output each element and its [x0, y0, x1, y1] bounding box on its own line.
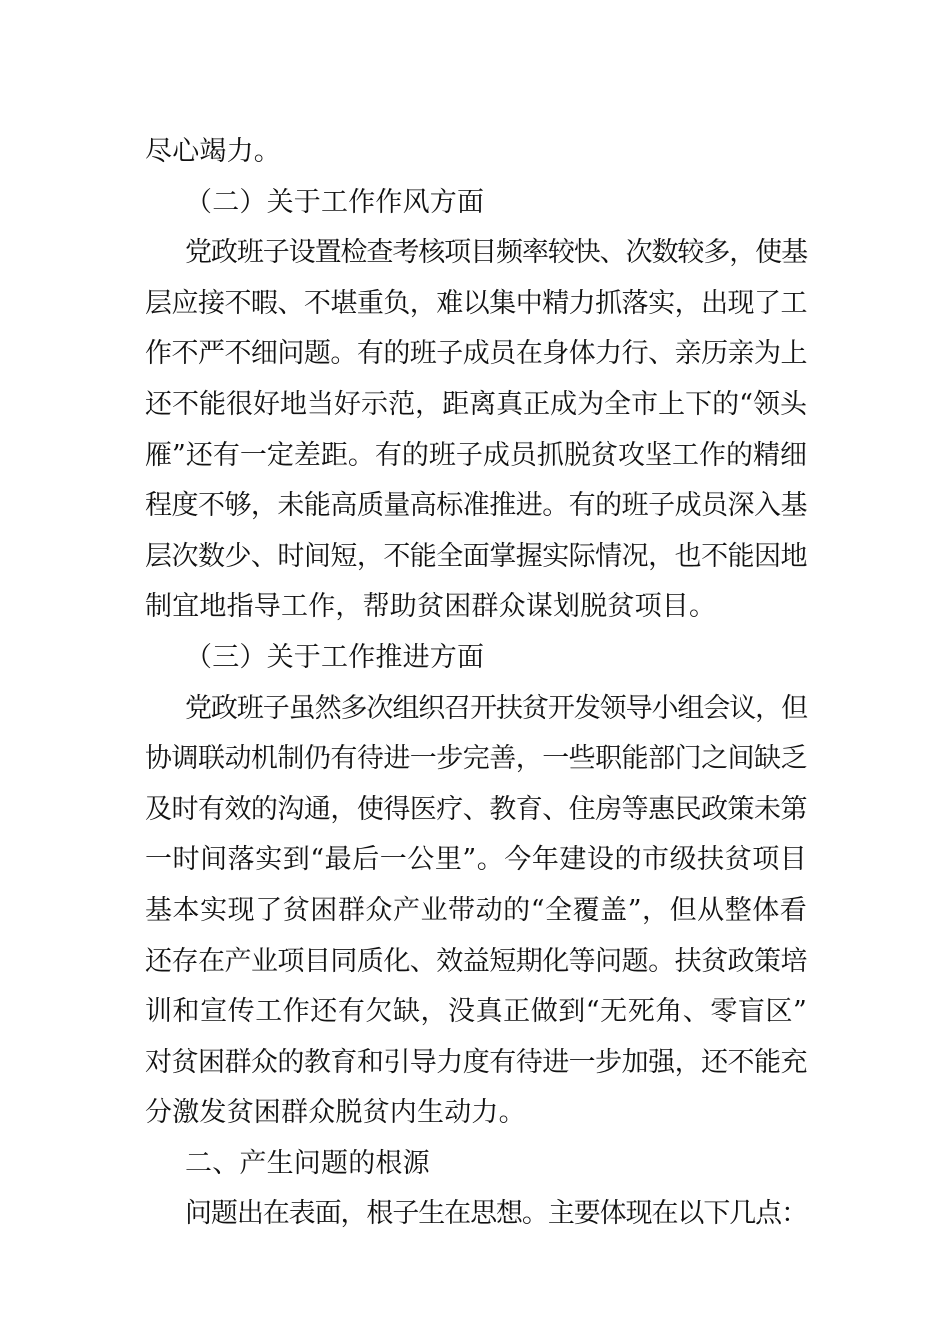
text-line: 分激发贫困群众脱贫内生动力。: [145, 1097, 526, 1129]
text-line: 层次数少、时间短，不能全面掌握实际情况，也不能因地: [145, 540, 807, 572]
text-line: 一时间落实到“最后一公里”。今年建设的市级扶贫项目: [145, 844, 807, 876]
section-heading: 二、产生问题的根源: [185, 1147, 430, 1179]
text-line: 基本实现了贫困群众产业带动的“全覆盖”，但从整体看: [145, 894, 807, 926]
text-line: 协调联动机制仍有待进一步完善，一些职能部门之间缺乏: [145, 743, 807, 775]
text-line: 训和宣传工作还有欠缺，没真正做到“无死角、零盲区”: [145, 996, 807, 1028]
text-line: 制宜地指导工作，帮助贫困群众谋划脱贫项目。: [145, 591, 717, 623]
text-line: 雁”还有一定差距。有的班子成员抓脱贫攻坚工作的精细: [145, 439, 807, 471]
text-line: 还存在产业项目同质化、效益短期化等问题。扶贫政策培: [145, 945, 807, 977]
text-line: 党政班子设置检查考核项目频率较快、次数较多，使基: [185, 237, 807, 269]
document-body: [145, 127, 807, 1240]
text-line: 对贫困群众的教育和引导力度有待进一步加强，还不能充: [145, 1046, 807, 1078]
text-line: 作不严不细问题。有的班子成员在身体力行、亲历亲为上: [145, 338, 807, 370]
text-line: 尽心竭力。: [145, 136, 281, 167]
text-line: 层应接不暇、不堪重负，难以集中精力抓落实，出现了工: [145, 287, 807, 319]
text-line: 党政班子虽然多次组织召开扶贫开发领导小组会议，但: [185, 692, 807, 724]
section-heading: （二）关于工作作风方面: [185, 186, 485, 218]
text-line: 及时有效的沟通，使得医疗、教育、住房等惠民政策未第: [145, 793, 807, 825]
section-heading: （三）关于工作推进方面: [185, 641, 485, 673]
text-line: 还不能很好地当好示范，距离真正成为全市上下的“领头: [145, 388, 807, 420]
text-line: 问题出在表面，根子生在思想。主要体现在以下几点：: [185, 1198, 807, 1230]
text-line: 程度不够，未能高质量高标准推进。有的班子成员深入基: [145, 490, 807, 522]
